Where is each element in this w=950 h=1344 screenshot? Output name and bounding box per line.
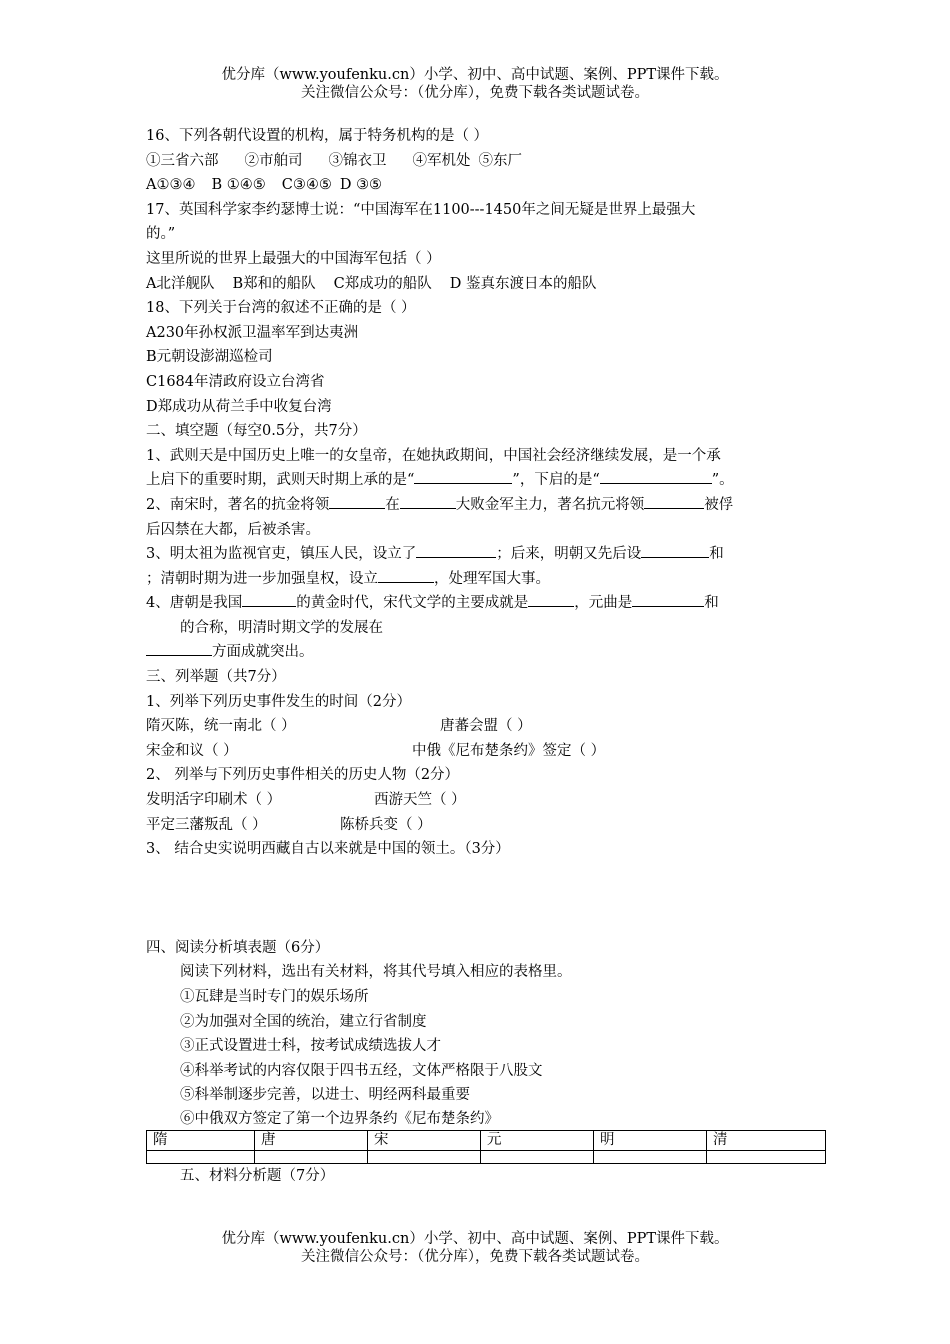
- fill-blank[interactable]: [146, 640, 212, 656]
- s4-material-3: ③正式设置进士科，按考试成绩选拔人才: [180, 1038, 441, 1055]
- s2-q2-line-2: 后囚禁在大都，后被杀害。: [146, 521, 320, 538]
- s2-q4-text-5: 方面成就突出。: [212, 644, 314, 661]
- s4-material-5: ⑤科举制逐步完善，以进士、明经两科最重要: [180, 1087, 470, 1104]
- s2-q3-text-1: 3、明太祖为监视官吏，镇压人民，设立了: [146, 546, 417, 563]
- table-header-row: [147, 1130, 826, 1150]
- q18-stem: 18、下列关于台湾的叙述不正确的是（ ）: [146, 300, 416, 317]
- q16-stem: 16、下列各朝代设置的机构，属于特务机构的是（ ）: [146, 128, 489, 144]
- table-header-qing: 清: [707, 1130, 826, 1150]
- s2-q2-text-3: 大败金军主力，著名抗元将领: [455, 496, 645, 513]
- s2-q2-text-1: 2、南宋时，著名的抗金将领: [146, 496, 330, 513]
- q18-option-a: A230年孙权派卫温率军到达夷洲: [146, 324, 359, 341]
- fill-blank[interactable]: [329, 493, 385, 509]
- s2-q4-line-1: [146, 591, 816, 616]
- section-4-title: 四、阅读分析填表题（6分）: [146, 939, 330, 956]
- s2-q3-text-3: 和: [709, 546, 724, 563]
- s2-q1-text-1: 上启下的重要时期，武则天时期上承的是“: [146, 472, 415, 489]
- fill-blank[interactable]: [632, 591, 704, 607]
- exam-content: [146, 124, 816, 1189]
- s2-q3-text-5: ，处理军国大事。: [434, 570, 550, 587]
- s3-q1-stem: 1、列举下列历史事件发生的时间（2分）: [146, 693, 411, 710]
- q17-stem-2: 的。”: [146, 226, 176, 243]
- s3-q1-row-2: [146, 739, 816, 764]
- s3-q2-item-3: 平定三藩叛乱（ ）: [146, 816, 267, 833]
- fill-blank[interactable]: [600, 468, 712, 484]
- s4-material-4: ④科举考试的内容仅限于四书五经，文体严格限于八股文: [180, 1062, 543, 1079]
- s3-q1-item-2: 唐蕃会盟（ ）: [440, 718, 532, 735]
- q16-option-a: A①③④: [146, 177, 196, 194]
- s2-q4-text-4: 和: [704, 595, 719, 612]
- dynasty-table: [146, 1130, 826, 1164]
- table-cell[interactable]: [707, 1150, 826, 1163]
- q17-option-c: C郑成功的船队: [333, 275, 432, 292]
- fill-blank[interactable]: [528, 591, 574, 607]
- table-cell[interactable]: [368, 1150, 481, 1163]
- fill-blank[interactable]: [641, 542, 709, 558]
- fill-blank[interactable]: [644, 493, 704, 509]
- answer-space: [146, 862, 816, 936]
- section-2-title: 二、填空题（每空0.5分，共7分）: [146, 423, 367, 440]
- s3-q2-row-2: [146, 813, 816, 838]
- q17-options: [146, 272, 816, 297]
- s2-q1-line-1: 1、武则天是中国历史上唯一的女皇帝，在她执政期间，中国社会经济继续发展，是一个承: [146, 447, 721, 464]
- footer-line-1: 优分库（www.youfenku.cn）小学、初中、高中试题、案例、PPT课件下载。: [221, 1231, 729, 1247]
- q16-item-5: ⑤东厂: [478, 152, 522, 169]
- s2-q3-line-2: [146, 567, 816, 592]
- s2-q3-text-4: ；清朝时期为进一步加强皇权，设立: [146, 570, 378, 587]
- fill-blank[interactable]: [400, 493, 456, 509]
- s3-q3-stem: 3、 结合史实说明西藏自古以来就是中国的领土。（3分）: [146, 841, 510, 858]
- s4-material-2: ②为加强对全国的统治，建立行省制度: [180, 1013, 427, 1030]
- s2-q2-text-2: 在: [385, 496, 400, 513]
- s2-q1-text-2: ”，下启的是“: [512, 472, 600, 489]
- table-cell[interactable]: [147, 1150, 255, 1163]
- fill-blank[interactable]: [242, 591, 296, 607]
- table-header-yuan: 元: [481, 1130, 594, 1150]
- q16-item-1: ①三省六部: [146, 152, 219, 169]
- q16-item-2: ②市舶司: [244, 152, 303, 169]
- table-answer-row: [147, 1150, 826, 1163]
- footer-line-2: 关注微信公众号：（优分库），免费下载各类试题试卷。: [301, 1249, 649, 1265]
- table-cell[interactable]: [594, 1150, 707, 1163]
- s2-q2-line-1: [146, 493, 816, 518]
- s4-material-6: ⑥中俄双方签定了第一个边界条约《尼布楚条约》: [180, 1110, 499, 1127]
- fill-blank[interactable]: [416, 542, 496, 558]
- s3-q1-row-1: [146, 714, 816, 739]
- header-line-1: 优分库（www.youfenku.cn）小学、初中、高中试题、案例、PPT课件下载。: [221, 67, 729, 83]
- s4-intro: 阅读下列材料，选出有关材料，将其代号填入相应的表格里。: [180, 964, 572, 981]
- q17-option-a: A北洋舰队: [146, 275, 215, 292]
- s3-q1-item-4: 中俄《尼布楚条约》签定（ ）: [412, 742, 606, 759]
- q17-option-d: D 鉴真东渡日本的船队: [449, 275, 597, 292]
- q16-option-d: D ③⑤: [339, 177, 383, 194]
- q16-item-4: ④军机处: [412, 152, 471, 169]
- header-line-2: 关注微信公众号：（优分库），免费下载各类试题试卷。: [301, 85, 649, 101]
- s2-q3-line-1: [146, 542, 816, 567]
- page-header: [0, 66, 950, 102]
- s2-q4-line-3: [146, 640, 816, 665]
- table-cell[interactable]: [481, 1150, 594, 1163]
- q16-items: [146, 149, 816, 174]
- s3-q1-item-1: 隋灭陈，统一南北（ ）: [146, 718, 296, 735]
- table-cell[interactable]: [255, 1150, 368, 1163]
- s3-q2-item-2: 西游天竺（ ）: [374, 792, 466, 809]
- s3-q2-item-4: 陈桥兵变（ ）: [340, 816, 432, 833]
- fill-blank[interactable]: [378, 567, 434, 583]
- table-header-tang: 唐: [255, 1130, 368, 1150]
- s2-q4-text-1: 4、唐朝是我国: [146, 595, 243, 612]
- q17-stem-1: 17、英国科学家李约瑟博士说：“中国海军在1100---1450年之间无疑是世界上最强大: [146, 201, 696, 218]
- s4-material-1: ①瓦肆是当时专门的娱乐场所: [180, 989, 369, 1005]
- q18-option-c: C1684年清政府设立台湾省: [146, 373, 325, 390]
- s2-q4-line-2: 的合称，明清时期文学的发展在: [180, 619, 383, 636]
- q16-option-c: C③④⑤: [281, 177, 332, 194]
- q16-options: [146, 173, 816, 198]
- s2-q4-text-2: 的黄金时代，宋代文学的主要成就是: [296, 595, 529, 612]
- table-header-sui: 隋: [147, 1130, 255, 1150]
- s2-q3-text-2: ；后来，明朝又先后设: [496, 546, 642, 563]
- s3-q2-item-1: 发明活字印刷术（ ）: [146, 792, 282, 809]
- fill-blank[interactable]: [414, 468, 512, 484]
- q18-option-b: B元朝设澎湖巡检司: [146, 349, 273, 366]
- q17-stem-3: 这里所说的世界上最强大的中国海军包括（ ）: [146, 250, 441, 267]
- q16-item-3: ③锦衣卫: [328, 152, 387, 169]
- table-header-ming: 明: [594, 1130, 707, 1150]
- section-5-title: 五、材料分析题（7分）: [180, 1167, 335, 1184]
- s2-q1-text-3: ”。: [711, 472, 734, 489]
- q18-option-d: D郑成功从荷兰手中收复台湾: [146, 398, 332, 415]
- s2-q4-text-3: ，元曲是: [574, 595, 633, 612]
- q16-option-b: B ①④⑤: [211, 177, 266, 194]
- s3-q2-stem: 2、 列举与下列历史事件相关的历史人物（2分）: [146, 767, 460, 784]
- s2-q2-text-4: 被俘: [704, 496, 734, 513]
- page-footer: [0, 1230, 950, 1266]
- section-3-title: 三、列举题（共7分）: [146, 669, 286, 686]
- s3-q2-row-1: [146, 788, 816, 813]
- q17-option-b: B郑和的船队: [232, 275, 316, 292]
- s2-q1-line-2: [146, 468, 816, 493]
- table-header-song: 宋: [368, 1130, 481, 1150]
- s3-q1-item-3: 宋金和议（ ）: [146, 742, 238, 759]
